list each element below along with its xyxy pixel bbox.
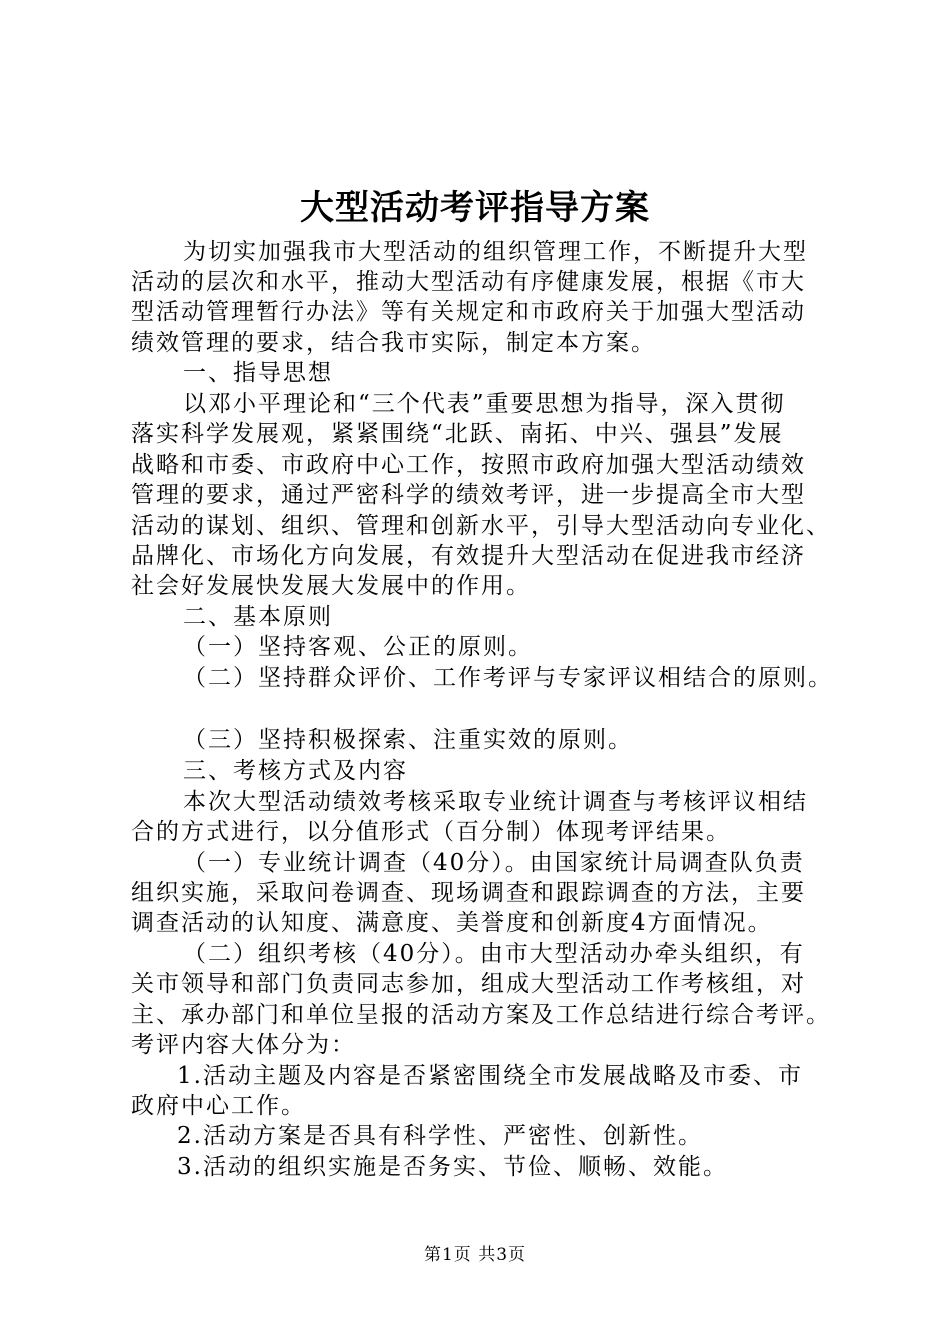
paragraph-line: 绩效管理的要求，结合我市实际，制定本方案。: [131, 330, 656, 356]
list-item: （一）坚持客观、公正的原则。: [183, 634, 533, 660]
document-title: 大型活动考评指导方案: [300, 188, 650, 228]
paragraph-line: 管理的要求，通过严密科学的绩效考评，进一步提高全市大型: [131, 482, 806, 508]
list-item: 1.活动主题及内容是否紧密围绕全市发展战略及市委、市: [177, 1063, 803, 1089]
paragraph-line: 活动的谋划、组织、管理和创新水平，引导大型活动向专业化、: [131, 513, 831, 539]
paragraph-line: 关市领导和部门负责同志参加，组成大型活动工作考核组，对: [131, 971, 806, 997]
paragraph-line: 主、承办部门和单位呈报的活动方案及工作总结进行综合考评。: [131, 1002, 831, 1028]
paragraph-line: 为切实加强我市大型活动的组织管理工作，不断提升大型: [183, 239, 808, 265]
paragraph-line: 以邓小平理论和“三个代表”重要思想为指导，深入贯彻: [183, 391, 786, 417]
paragraph-line: 活动的层次和水平，推动大型活动有序健康发展，根据《市大: [131, 269, 806, 295]
paragraph-line: 型活动管理暂行办法》等有关规定和市政府关于加强大型活动: [131, 299, 806, 325]
paragraph-line: 合的方式进行，以分值形式（百分制）体现考评结果。: [131, 819, 731, 845]
list-item: （三）坚持积极探索、注重实效的原则。: [183, 727, 633, 753]
paragraph-line: 本次大型活动绩效考核采取专业统计调查与考核评议相结: [183, 789, 808, 815]
section-heading: 二、基本原则: [183, 604, 333, 630]
paragraph-line: 组织实施，采取问卷调查、现场调查和跟踪调查的方法，主要: [131, 880, 806, 906]
paragraph-line: 调查活动的认知度、满意度、美誉度和创新度4方面情况。: [131, 910, 773, 936]
paragraph-line: 政府中心工作。: [131, 1093, 306, 1119]
paragraph-line: 落实科学发展观，紧紧围绕“北跃、南拓、中兴、强县”发展: [131, 421, 784, 447]
list-item: 3.活动的组织实施是否务实、节俭、顺畅、效能。: [177, 1154, 728, 1180]
paragraph-line: 考评内容大体分为：: [131, 1032, 356, 1058]
paragraph-line: （一）专业统计调查（40分）。由国家统计局调查队负责: [183, 850, 805, 876]
paragraph-line: （二）组织考核（40分）。由市大型活动办牵头组织，有: [183, 941, 805, 967]
paragraph-line: 战略和市委、市政府中心工作，按照市政府加强大型活动绩效: [131, 452, 806, 478]
section-heading: 三、考核方式及内容: [183, 758, 408, 784]
list-item: （二）坚持群众评价、工作考评与专家评议相结合的原则。: [183, 665, 833, 691]
paragraph-line: 品牌化、市场化方向发展，有效提升大型活动在促进我市经济: [131, 543, 806, 569]
paragraph-line: 社会好发展快发展大发展中的作用。: [131, 573, 531, 599]
page-number-footer: 第1页 共3页: [423, 1245, 527, 1265]
section-heading: 一、指导思想: [183, 360, 333, 386]
list-item: 2.活动方案是否具有科学性、严密性、创新性。: [177, 1123, 703, 1149]
